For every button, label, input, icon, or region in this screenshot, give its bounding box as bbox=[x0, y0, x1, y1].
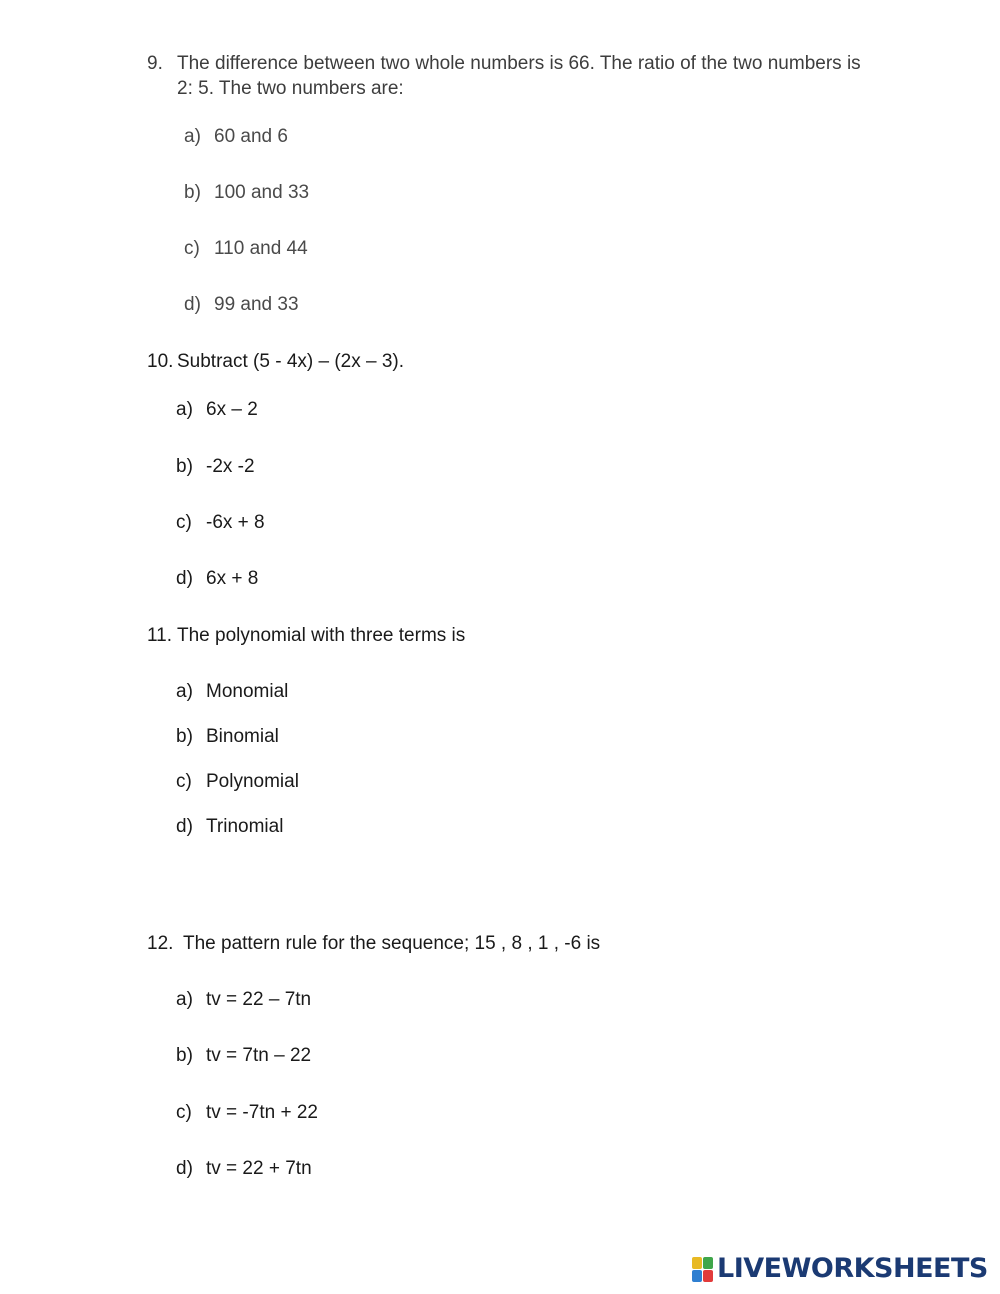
option-text: Binomial bbox=[206, 726, 279, 747]
option-text: 99 and 33 bbox=[214, 294, 299, 315]
option-letter: b) bbox=[176, 456, 193, 477]
option-text: tv = -7tn + 22 bbox=[206, 1102, 318, 1123]
option-letter: a) bbox=[184, 126, 201, 147]
option-text: 60 and 6 bbox=[214, 126, 288, 147]
option-text: 110 and 44 bbox=[214, 238, 308, 259]
logo-square-red bbox=[703, 1270, 713, 1282]
option-d[interactable] bbox=[184, 293, 299, 317]
option-a[interactable] bbox=[176, 988, 311, 1012]
option-text: Trinomial bbox=[206, 816, 284, 837]
question-number: 12. bbox=[147, 933, 174, 954]
option-text: -2x -2 bbox=[206, 456, 255, 477]
option-letter: a) bbox=[176, 399, 193, 420]
option-text: tv = 7tn – 22 bbox=[206, 1045, 312, 1066]
option-letter: c) bbox=[176, 1102, 192, 1123]
option-a[interactable] bbox=[176, 680, 288, 704]
option-letter: a) bbox=[176, 989, 193, 1010]
question-text: The pattern rule for the sequence; 15 , 8 , 1 , -6 is bbox=[183, 933, 601, 954]
option-a[interactable] bbox=[184, 125, 288, 149]
option-d[interactable] bbox=[176, 815, 283, 839]
option-letter: d) bbox=[176, 568, 193, 589]
option-text: Monomial bbox=[206, 681, 289, 702]
option-letter: b) bbox=[176, 1045, 193, 1066]
option-c[interactable] bbox=[176, 1101, 318, 1125]
option-d[interactable] bbox=[176, 1157, 312, 1181]
option-letter: c) bbox=[184, 238, 200, 259]
option-text: tv = 22 + 7tn bbox=[206, 1158, 312, 1179]
question-number: 10. bbox=[147, 351, 174, 372]
option-c[interactable] bbox=[176, 770, 299, 794]
question-text: Subtract (5 - 4x) – (2x – 3). bbox=[177, 351, 405, 372]
question-text: The polynomial with three terms is bbox=[177, 625, 466, 646]
logo-square-green bbox=[703, 1257, 713, 1269]
option-letter: a) bbox=[176, 681, 193, 702]
option-b[interactable] bbox=[184, 181, 309, 205]
liveworksheets-logo-icon bbox=[692, 1256, 714, 1282]
logo-square-yellow bbox=[692, 1257, 702, 1269]
option-text: Polynomial bbox=[206, 771, 299, 792]
option-letter: d) bbox=[176, 816, 193, 837]
option-text: 6x + 8 bbox=[206, 568, 259, 589]
option-letter: d) bbox=[184, 294, 201, 315]
option-a[interactable] bbox=[176, 398, 258, 422]
question-number: 11. bbox=[147, 625, 173, 646]
option-b[interactable] bbox=[176, 1044, 311, 1068]
option-letter: c) bbox=[176, 512, 192, 533]
option-letter: b) bbox=[184, 182, 201, 203]
question-text-line-2: 2: 5. The two numbers are: bbox=[177, 78, 404, 99]
liveworksheets-brand bbox=[692, 1254, 988, 1284]
option-b[interactable] bbox=[176, 455, 255, 479]
option-letter: b) bbox=[176, 726, 193, 747]
logo-square-blue bbox=[692, 1270, 702, 1282]
option-d[interactable] bbox=[176, 567, 258, 591]
option-letter: c) bbox=[176, 771, 192, 792]
option-b[interactable] bbox=[176, 725, 279, 749]
question-text: The difference between two whole numbers is 66. The ratio of the two numbers is bbox=[177, 53, 861, 74]
option-c[interactable] bbox=[184, 237, 308, 261]
option-c[interactable] bbox=[176, 511, 265, 535]
option-text: 6x – 2 bbox=[206, 399, 258, 420]
question-number: 9. bbox=[147, 53, 163, 74]
brand-name: LIVEWORKSHEETS bbox=[717, 1253, 988, 1284]
option-text: 100 and 33 bbox=[214, 182, 310, 203]
option-letter: d) bbox=[176, 1158, 193, 1179]
option-text: tv = 22 – 7tn bbox=[206, 989, 312, 1010]
option-text: -6x + 8 bbox=[206, 512, 265, 533]
